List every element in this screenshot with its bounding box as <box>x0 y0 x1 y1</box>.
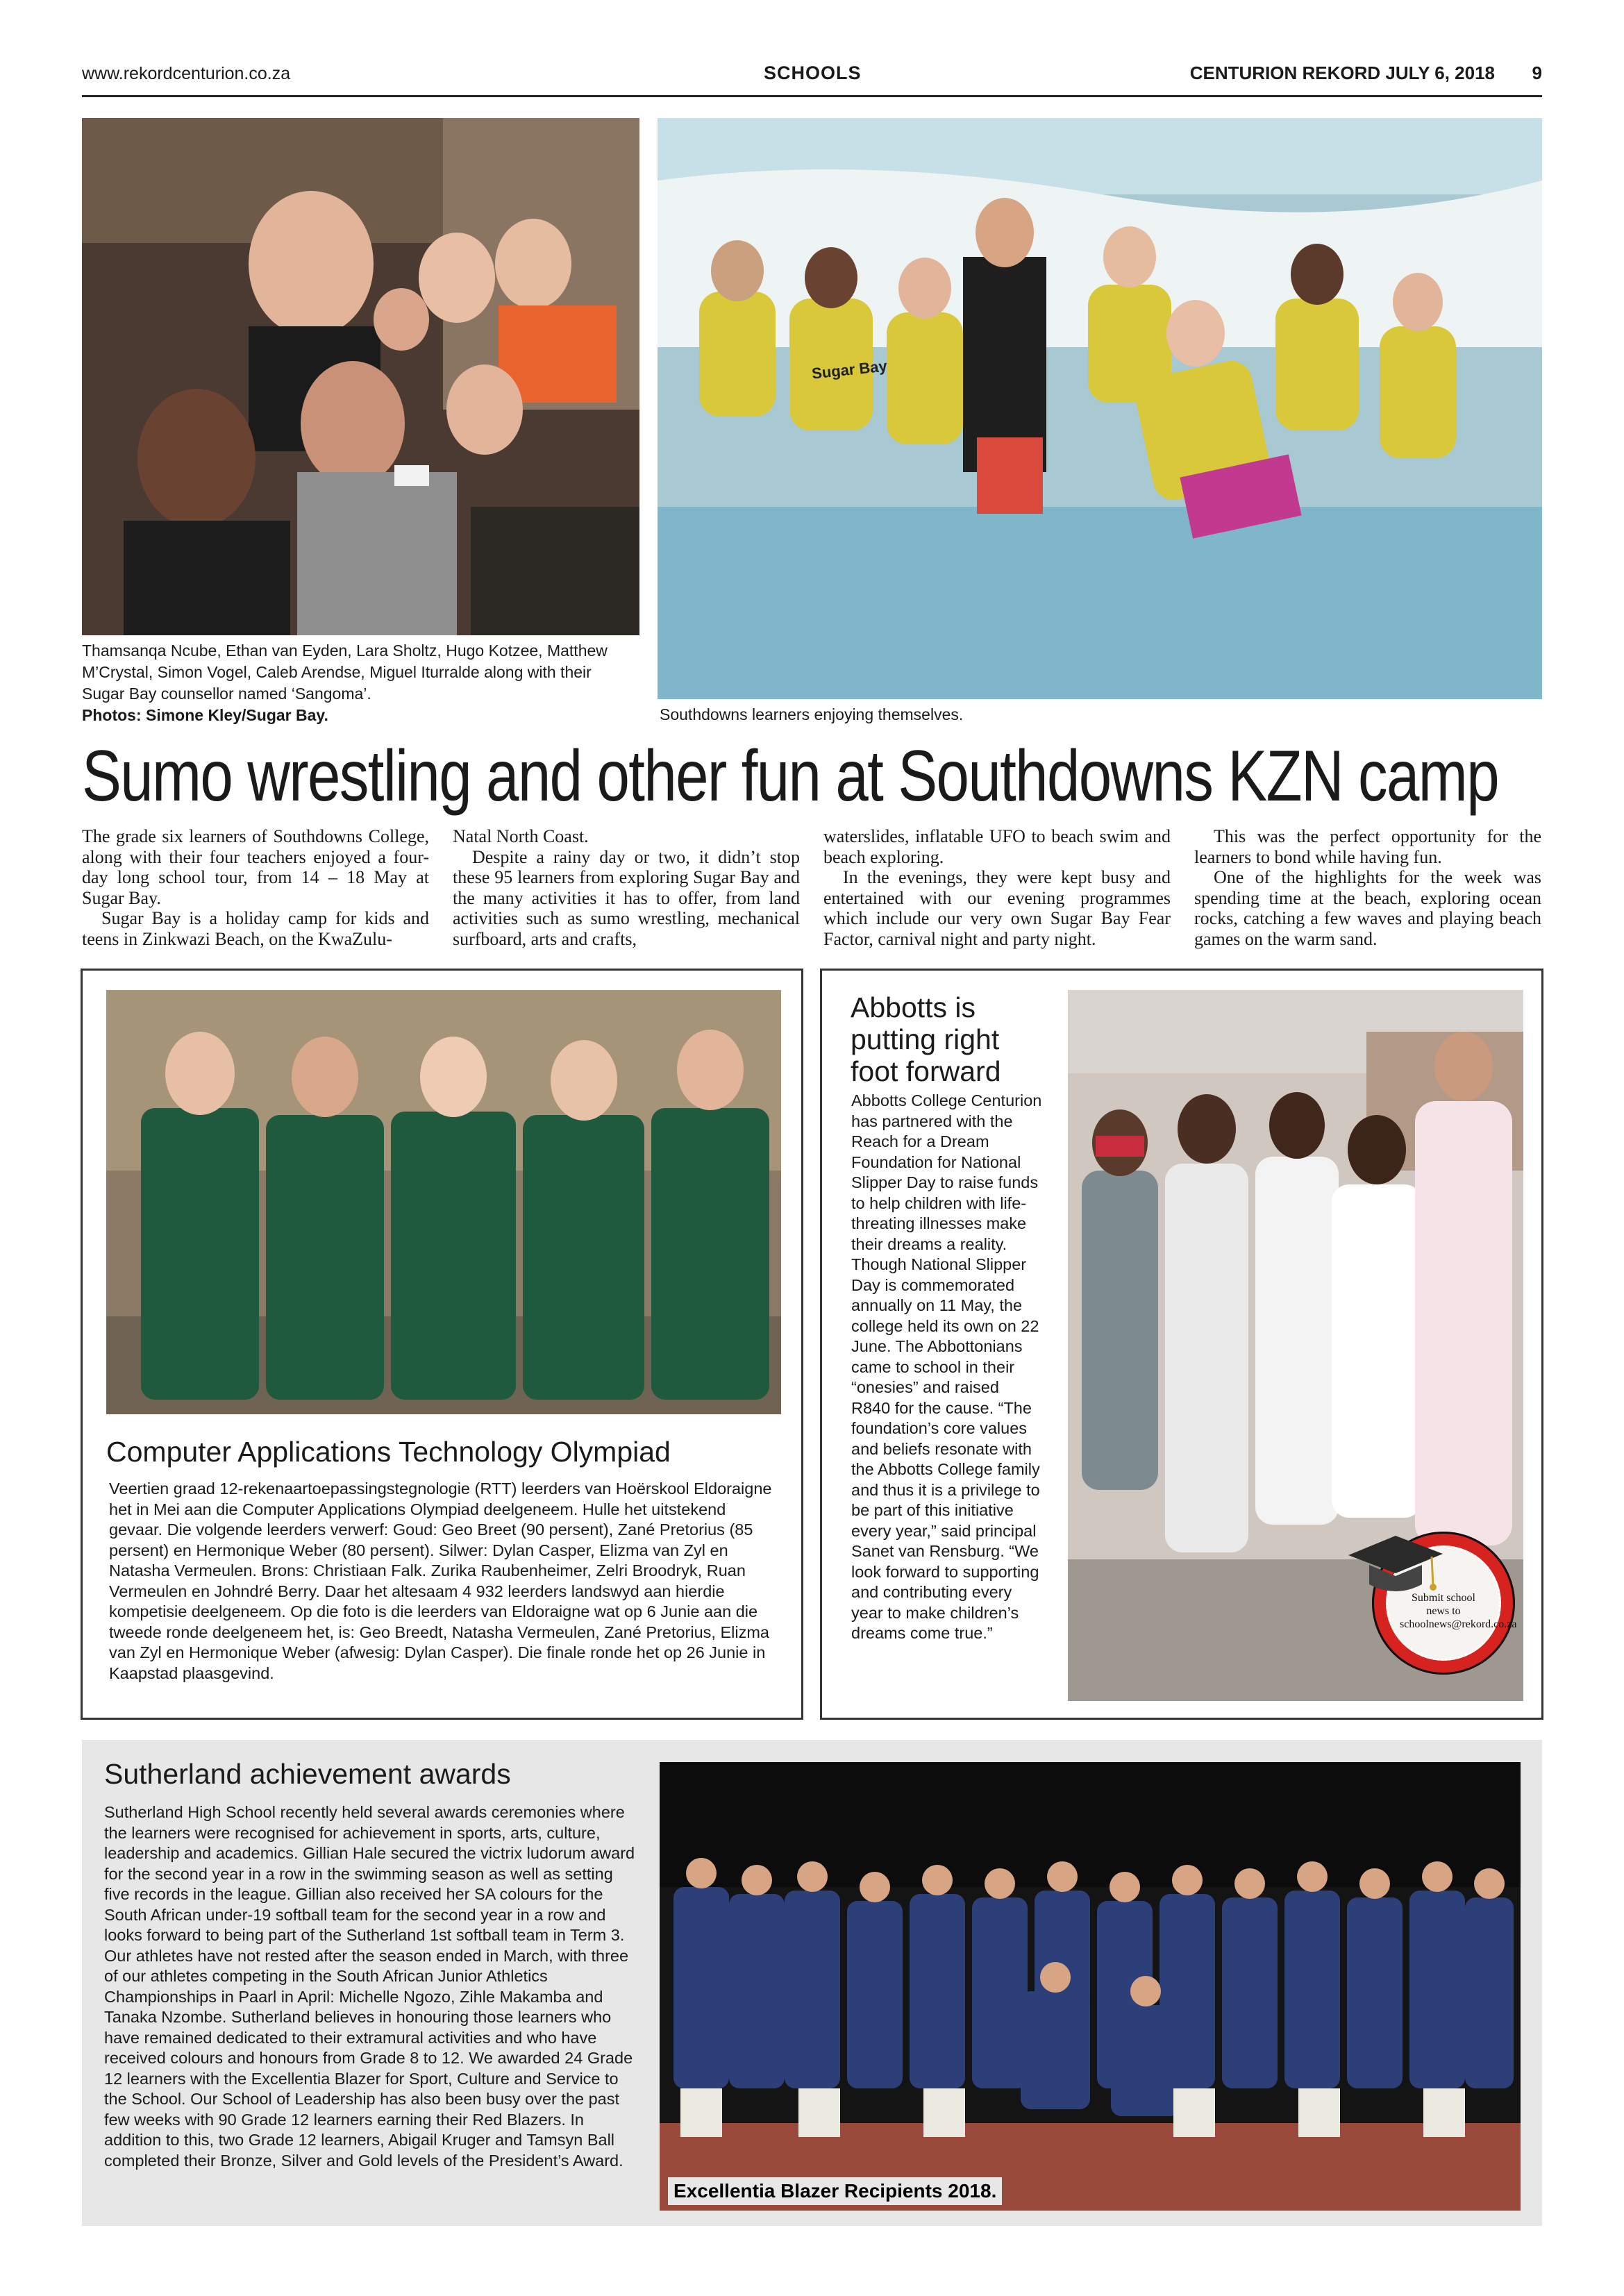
article-column-3 <box>823 826 1171 949</box>
paragraph: Sugar Bay is a holiday camp for kids and teens in Zinkwazi Beach, on the KwaZulu- <box>82 908 429 949</box>
beach-photo-caption: Southdowns learners enjoying themselves. <box>660 705 964 723</box>
graduation-cap-icon <box>1341 1526 1446 1602</box>
abbotts-title: Abbotts is putting right foot forward <box>851 991 1001 1087</box>
cat-olympiad-title: Computer Applications Technology Olympiad <box>106 1436 671 1468</box>
paragraph: Natal North Coast. <box>453 826 589 846</box>
article-column-1 <box>82 826 429 949</box>
paragraph: In the evenings, they were kept busy and entertained with our evening programmes which include our very own Sugar Bay Fear Factor, carnival night and party night. <box>823 867 1171 949</box>
paragraph: Despite a rainy day or two, it didn’t stop these 95 learners from exploring Sugar Bay and the many activities it has to offer, from land activities such as sumo wrestling, mechanical surfboard, arts and crafts, <box>453 846 800 949</box>
photo-kids-with-counsellor <box>82 118 639 635</box>
article-column-2 <box>453 826 800 949</box>
publication-date: CENTURION REKORD JULY 6, 2018 <box>1189 62 1495 83</box>
submit-news-badge[interactable] <box>1372 1532 1515 1675</box>
photo-credit: Photos: Simone Kley/Sugar Bay. <box>82 706 328 724</box>
article-column-4 <box>1194 826 1541 949</box>
main-headline-text: Sumo wrestling and other fun at Southdowns KZN camp <box>82 736 1498 816</box>
photo-excellentia-recipients <box>660 1762 1521 2211</box>
excellentia-caption: Excellentia Blazer Recipients 2018. <box>668 2177 1002 2205</box>
section-label: SCHOOLS <box>764 62 862 83</box>
main-headline <box>82 735 1498 819</box>
abbotts-box <box>820 969 1543 1720</box>
cat-olympiad-box <box>81 969 803 1720</box>
paragraph: The grade six learners of Southdowns College, along with their four teachers enjoyed a four-day long school tour, from 14 – 18 May at Sugar Bay. <box>82 826 429 908</box>
paragraph: One of the highlights for the week was spending time at the beach, exploring ocean rocks, catching a few waves and playing beach games on the warm sand. <box>1194 867 1541 949</box>
kids-photo-caption-text: Thamsanqa Ncube, Ethan van Eyden, Lara Sholtz, Hugo Kotzee, Matthew M’Crystal, Simon Vogel, Caleb Arendse, Miguel Iturralde along with their Sugar Bay counsellor named ‘Sangoma’. <box>82 642 608 703</box>
abbotts-body: Abbotts College Centurion has partnered with the Reach for a Dream Foundation for National Slipper Day to raise funds to help children with life-threating illnesses make their dreams a reality. Though National Slipper Day is commemorated annually on 11 May, the college held its own on 22 June. The Abbottonians came to school in their “onesies” and raised R840 for the cause. “The foundation’s core values and beliefs resonate with the Abbotts College family and thus it is a privilege to be part of this initiative every year,” said principal Sanet van Rensburg. “We look forward to supporting and contributing every year to make children’s dreams come true.” <box>851 1091 1042 1642</box>
page-number: 9 <box>1532 62 1542 83</box>
header-rule <box>82 95 1542 97</box>
cat-olympiad-body: Veertien graad 12-rekenaartoepassingstegnologie (RTT) leerders van Hoërskool Eldoraigne het in Mei aan die Computer Applications Olympiad deelgeneem. Hulle het uitstekend gevaar. Die volgende leerders verwerf: Goud: Geo Breet (90 persent), Zané Pretorius (85 persent) en Hermonique Weber (80 persent). Silwer: Dylan Casper, Elizma van Zyl en Natasha Vermeulen. Brons: Christiaan Falk. Zurika Raubenheimer, Zelri Broodryk, Ruan Vermeulen en Johndré Berry. Daar het altesaam 4 932 leerders landswyd aan hierdie kompetisie deelgeneem. Op die foto is die leerders van Eldoraigne wat op 6 Junie aan die tweede ronde deelgeneem het, is: Geo Breedt, Natasha Vermeulen, Zané Pretorius, Elizma van Zyl en Hermonique Weber (afwesig: Dylan Casper). Die finale ronde het op 26 Junie in Kaapstad plaasgevind. <box>109 1480 772 1682</box>
kids-photo-caption <box>82 640 637 726</box>
sutherland-title: Sutherland achievement awards <box>104 1758 511 1790</box>
paragraph: This was the perfect opportunity for the learners to bond while having fun. <box>1194 826 1541 867</box>
photo-beach-learners <box>658 118 1542 699</box>
badge-text: Submit school news to schoolnews@rekord.co.za <box>1400 1592 1517 1630</box>
sugar-bay-shirt-text: Sugar Bay <box>810 357 888 383</box>
paragraph: waterslides, inflatable UFO to beach swim and beach exploring. <box>823 826 1171 867</box>
sutherland-section <box>82 1740 1542 2226</box>
photo-eldoraigne-learners <box>106 990 781 1414</box>
sutherland-body: Sutherland High School recently held several awards ceremonies where the learners were recognised for achievement in sports, arts, culture, leadership and academics. Gillian Hale secured the victrix ludorum award for the second year in a row in the swimming season as well as setting five records in the league. Gillian also received her SA colours for the South African under-19 softball team for the second year in a row and looks forward to being part of the Sutherland 1st softball team in Term 3. Our athletes have not rested after the season ended in March, with three of our athletes competing in the South African Junior Athletics Championships in Paarl in April: Michelle Ngozo, Zihle Makamba and Tanaka Nzombe. Sutherland believes in honouring those learners who have remained dedicated to their extramural activities and who have received colours and honours from Grade 8 to 12. We awarded 24 Grade 12 learners with the Excellentia Blazer for Sport, Culture and Service to the School. Our School of Leadership has also been busy over the past few weeks with 90 Grade 12 learners earning their Red Blazers. In addition to this, two Grade 12 learners, Abigail Kruger and Tamsyn Ball completed their Bronze, Silver and Gold levels of the President’s Award. <box>104 1803 635 2170</box>
site-url: www.rekordcenturion.co.za <box>82 64 291 83</box>
